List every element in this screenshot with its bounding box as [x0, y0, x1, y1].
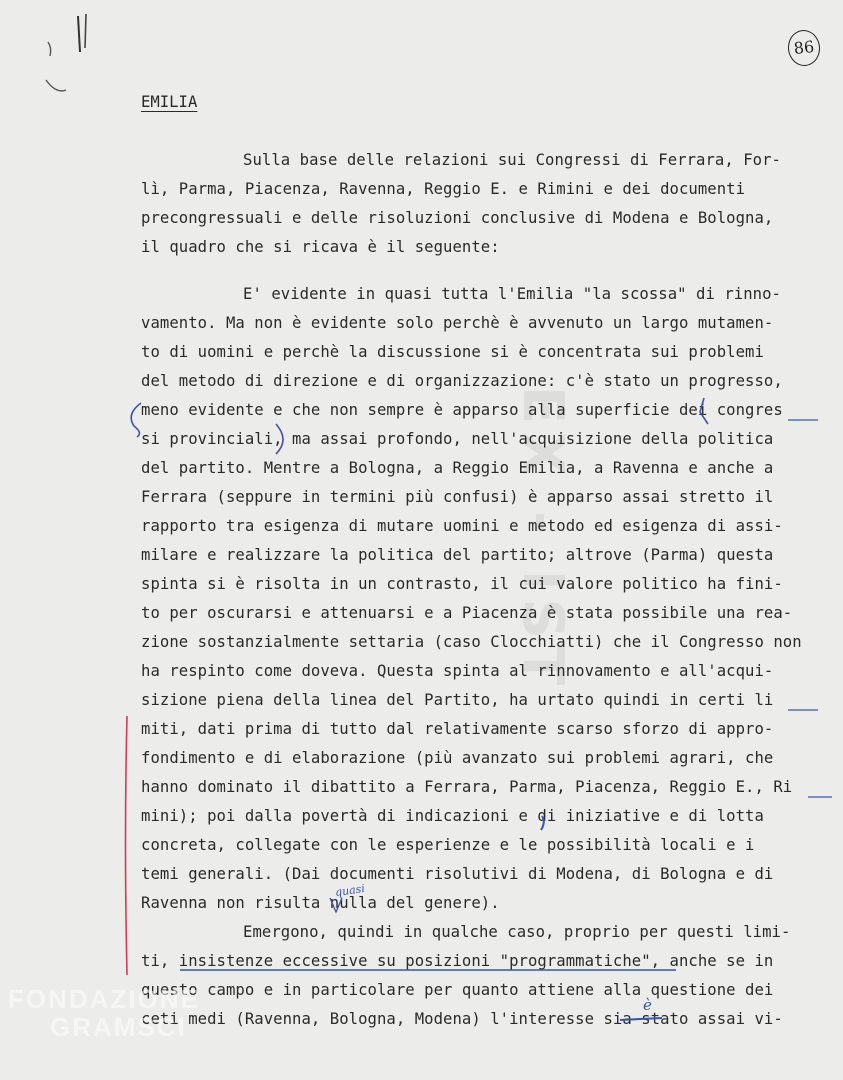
watermark: EX - IST: [510, 386, 575, 694]
text-line: miti, dati prima di tutto dal relativamente scarso sforzo di appro-: [141, 720, 774, 738]
page-title: EMILIA: [141, 93, 198, 111]
text-line: sizione piena della linea del Partito, ha urtato quindi in certi li: [141, 691, 774, 709]
blue-comma-mark: [541, 816, 544, 830]
text-line: questo campo e in particolare per quanto attiene alla questione dei: [141, 981, 774, 999]
text-line: zione sostanzialmente settaria (caso Clocchiatti) che il Congresso non: [141, 633, 802, 651]
text-line: Ravenna non risulta nulla del genere).: [141, 894, 500, 912]
text-line: mini); poi dalla povertà di indicazioni e di iniziative e di lotta: [141, 807, 764, 825]
handwritten-correction: è: [643, 996, 652, 1014]
blue-insertion-mark: [700, 398, 708, 424]
blue-bracket-close: [276, 424, 283, 454]
text-line: del partito. Mentre a Bologna, a Reggio Emilia, a Ravenna e anche a: [141, 459, 774, 477]
blue-caret-mark: [330, 898, 342, 912]
foundation-logo-line2: GRAMSCI: [50, 1012, 187, 1042]
text-line: Sulla base delle relazioni sui Congressi di Ferrara, For-: [243, 151, 781, 169]
text-line: ceti medi (Ravenna, Bologna, Modena) l'interesse sia stato assai vi-: [141, 1010, 783, 1028]
text-line: to di uomini e perchè la discussione si è concentrata sui problemi: [141, 343, 764, 361]
foundation-logo: [8, 985, 200, 1041]
text-line: il quadro che si ricava è il seguente:: [141, 238, 500, 256]
text-line: precongressuali e delle risoluzioni conclusive di Modena e Bologna,: [141, 209, 774, 227]
text-line: spinta si è risolta in un contrasto, il cui valore politico ha fini-: [141, 575, 783, 593]
text-line: si provinciali, ma assai profondo, nell'acquisizione della politica: [141, 430, 774, 448]
text-line: Ferrara (seppure in termini più confusi) è apparso assai stretto il: [141, 488, 774, 506]
handwritten-insert-quasi: quasi: [334, 881, 366, 900]
text-line: Emergono, quindi in qualche caso, proprio per questi limi-: [243, 923, 791, 941]
text-line: vamento. Ma non è evidente solo perchè è avvenuto un largo mutamen-: [141, 314, 774, 332]
foundation-logo-line1: FONDAZIONE: [8, 984, 200, 1014]
text-line: meno evidente e che non sempre è apparso alla superficie dei congres: [141, 401, 783, 419]
text-line: temi generali. (Dai documenti risolutivi di Modena, di Bologna e di: [141, 865, 774, 883]
text-line: del metodo di direzione e di organizzazione: c'è stato un progresso,: [141, 372, 783, 390]
text-line: fondimento e di elaborazione (più avanzato sui problemi agrari, che: [141, 749, 774, 767]
text-line: ti, insistenze eccessive su posizioni "programmatiche", anche se in: [141, 952, 774, 970]
red-margin-line: [126, 716, 128, 975]
page-number: 86: [786, 28, 822, 67]
blue-strike-sia: [620, 1018, 662, 1020]
text-line: lì, Parma, Piacenza, Ravenna, Reggio E. e Rimini e dei documenti: [141, 180, 746, 198]
text-line: hanno dominato il dibattito a Ferrara, Parma, Piacenza, Reggio E., Ri: [141, 778, 793, 796]
text-line: to per oscurarsi e attenuarsi e a Piacenza è stata possibile una rea-: [141, 604, 793, 622]
text-line: rapporto tra esigenza di mutare uomini e metodo ed esigenza di assi-: [141, 517, 783, 535]
text-line: E' evidente in quasi tutta l'Emilia "la scossa" di rinno-: [243, 285, 781, 303]
text-line: concreta, collegate con le esperienze e le possibilità locali e i: [141, 836, 755, 854]
text-line: milare e realizzare la politica del partito; altrove (Parma) questa: [141, 546, 774, 564]
blue-bracket-open: [131, 403, 141, 437]
text-line: ha respinto come doveva. Questa spinta al rinnovamento e all'acqui-: [141, 662, 774, 680]
